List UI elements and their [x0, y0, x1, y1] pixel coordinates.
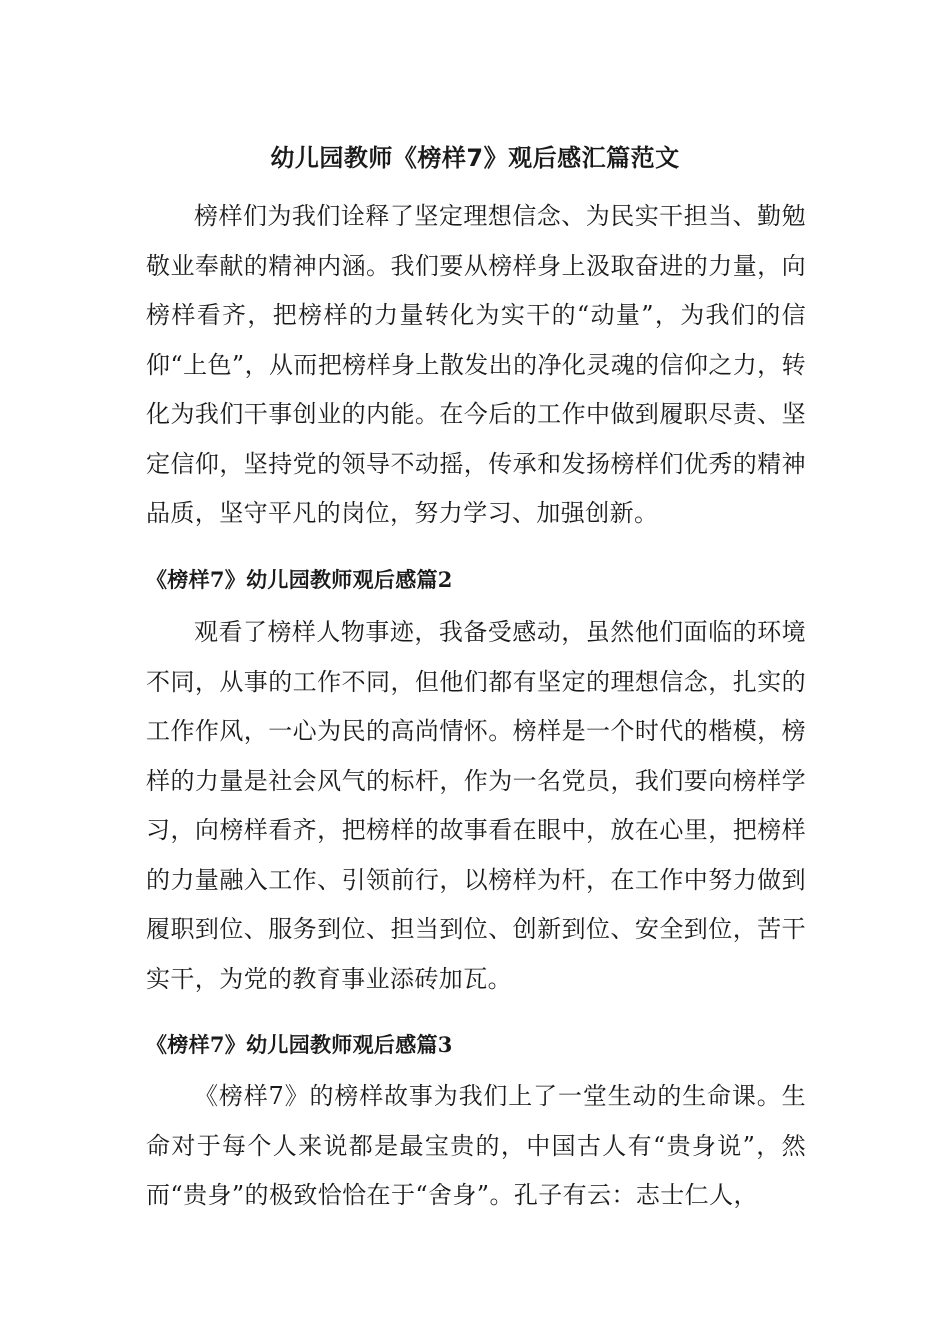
paragraph-3: 《榜样7》的榜样故事为我们上了一堂生动的生命课。生命对于每个人来说都是最宝贵的，中国古人有“贵身说”，然而“贵身”的极致恰恰在于“舍身”。孔子有云：志士仁人，: [146, 1082, 806, 1209]
paragraph-2: 观看了榜样人物事迹，我备受感动，虽然他们面临的环境不同，从事的工作不同，但他们都有坚定的理想信念，扎实的工作作风，一心为民的高尚情怀。榜样是一个时代的楷模，榜样的力量是社会风气的标杆，作为一名党员，我们要向榜样学习，向榜样看齐，把榜样的故事看在眼中，放在心里，把榜样的力量融入工作、引领前行，以榜样为杆，在工作中努力做到履职到位、服务到位、担当到位、创新到位、安全到位，苦干实干，为党的教育事业添砖加瓦。: [146, 618, 806, 993]
document-title: 幼儿园教师《榜样7》观后感汇篇范文: [270, 144, 680, 172]
paragraph-1: 榜样们为我们诠释了坚定理想信念、为民实干担当、勤勉敬业奉献的精神内涵。我们要从榜样身上汲取奋进的力量，向榜样看齐，把榜样的力量转化为实干的“动量”，为我们的信仰“上色”，从而把榜样身上散发出的净化灵魂的信仰之力，转化为我们干事创业的内能。在今后的工作中做到履职尽责、坚定信仰，坚持党的领导不动摇，传承和发扬榜样们优秀的精神品质，坚守平凡的岗位，努力学习、加强创新。: [146, 202, 806, 527]
section-heading-3: 《榜样7》幼儿园教师观后感篇3: [146, 1032, 453, 1057]
section-heading-2: 《榜样7》幼儿园教师观后感篇2: [146, 567, 453, 592]
